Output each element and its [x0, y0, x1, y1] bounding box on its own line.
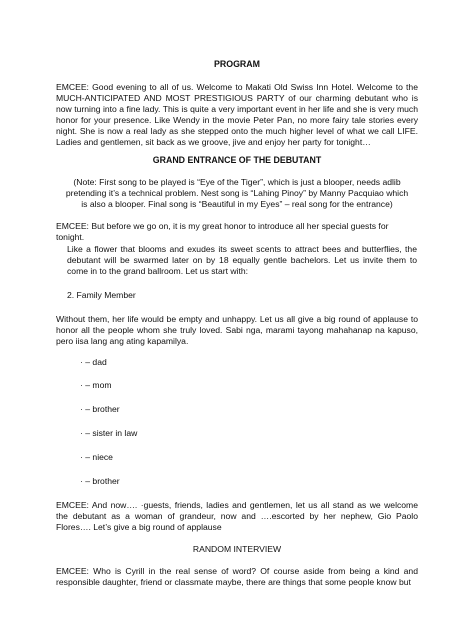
- grand-entrance-heading: GRAND ENTRANCE OF THE DEBUTANT: [152, 155, 322, 165]
- family-paragraph: Without them, her life would be empty and unhappy. Let us all give a big round of applause to honor all the people whom she truly loved. Sabi nga, marami tayong mahahanap na kapuso, pero iisa lang ang ating kapamilya.: [56, 314, 418, 346]
- emcee-welcome-paragraph: EMCEE: Good evening to all of us. Welcome to Makati Old Swiss Inn Hotel. Welcome to the MUCH-ANTICIPATED AND MOST PRESTIGIOUS PARTY of our charming debutant who is now turning into a fine lady. This is quite a very important event in her life and she is very much honor for your presence. Like Wendy in the movie Peter Pan, no more fairy tale stories every night. She is now a real lady as she stepped onto the much higher level of what we call LIFE. Ladies and gentlemen, sit back as we groove, jive and enjoy her party for tonight…: [56, 82, 418, 147]
- bullet-dad: · – dad: [80, 357, 107, 367]
- bullet-mom: · – mom: [80, 380, 112, 390]
- random-interview-heading: RANDOM INTERVIEW: [192, 544, 282, 554]
- bullet-sister-in-law: · – sister in law: [80, 428, 138, 438]
- bullet-niece: · – niece: [80, 452, 113, 462]
- emcee-introduction-paragraph: EMCEE: But before we go on, it is my great honor to introduce all her special guests for tonight.: [56, 221, 389, 242]
- page-title: PROGRAM: [214, 59, 260, 69]
- flower-paragraph: Like a flower that blooms and exudes its sweet scents to attract bees and butterflies, the debutant will be swarmed later on by 18 equally gentle bachelors. Let us invite them to come in to the grand ballroom. Let us start with:: [67, 244, 417, 276]
- emcee-interview-paragraph: EMCEE: Who is Cyrill in the real sense of word? Of course aside from being a kind and responsible daughter, friend or classmate maybe, there are things that some people know but: [56, 566, 418, 587]
- bullet-brother: · – brother: [80, 404, 120, 414]
- song-note: (Note: First song to be played is “Eye of the Tiger”, which is just a blooper, needs adlib pretending it’s a technical problem. Nest song is “Lahing Pinoy” by Manny Pacquiao which is also a blooper. Final song is “Beautiful in my Eyes” – real song for the entrance): [65, 177, 409, 209]
- emcee-escort-paragraph: EMCEE: And now…. ·guests, friends, ladies and gentlemen, let us all stand as we welcome the debutant as a woman of grandeur, now and ….escorted by her nephew, Gio Paolo Flores…. Let’s give a big round of applause: [56, 500, 418, 532]
- family-member-list-item: 2. Family Member: [67, 290, 136, 300]
- bullet-brother-2: · – brother: [80, 476, 120, 486]
